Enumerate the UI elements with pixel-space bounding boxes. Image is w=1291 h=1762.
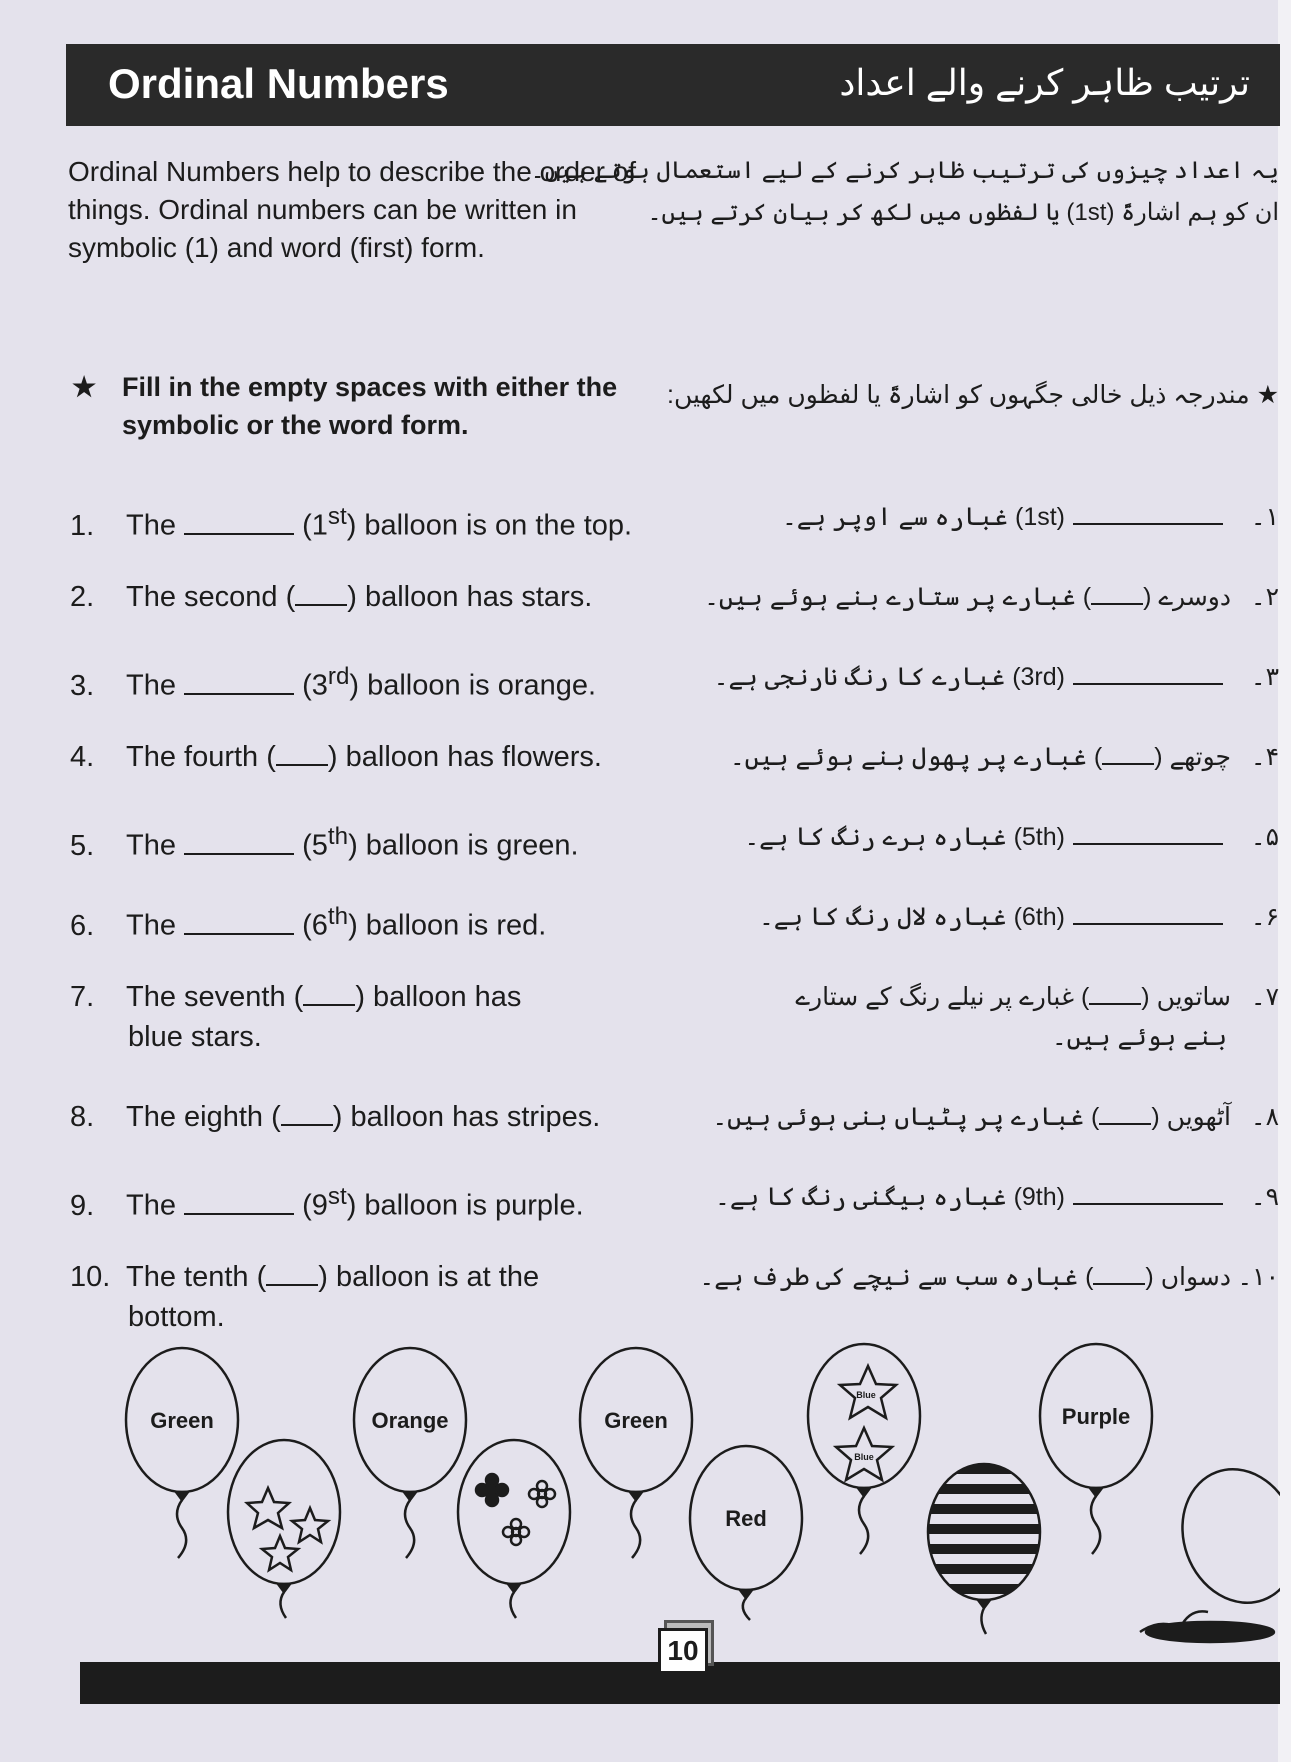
balloon-green-1 (126, 1348, 238, 1558)
intro-text: Ordinal Numbers help to describe the order of things. Ordinal numbers can be written in symbolic (1) and word (first) form. (68, 156, 637, 263)
star-icon: ★ (72, 372, 97, 402)
svg-text:Orange: Orange (371, 1408, 449, 1433)
answer-blank-urdu[interactable] (1073, 1181, 1223, 1205)
instruction-urdu-text: مندرجہ ذیل خالی جگہوں کو اشارۃً یا لفظوں میں لکھیں: (667, 381, 1250, 409)
question-1: 1. The (1st) balloon is on the top. (70, 503, 633, 542)
instruction-urdu (659, 380, 1279, 410)
question-7: 7. The seventh ( ) balloon has blue stars. (70, 981, 522, 1053)
question-4: 4. The fourth ( ) balloon has flowers. (70, 741, 602, 773)
page-number: 10 (658, 1628, 708, 1674)
answer-blank-urdu[interactable] (1091, 579, 1143, 605)
intro-text-urdu (530, 150, 1279, 234)
answer-blank-urdu[interactable] (1073, 901, 1223, 925)
star-icon: ★ (1256, 381, 1279, 409)
question-10: 10. The tenth ( ) balloon is at the bottom. (70, 1261, 540, 1333)
question-urdu-6: ۶۔(6th) غبارہ لال رنگ کا ہے۔ (759, 903, 1279, 931)
balloon-stripes (920, 1464, 1050, 1634)
answer-blank-urdu[interactable] (1073, 501, 1223, 525)
svg-text:Green: Green (150, 1408, 214, 1433)
answer-blank-urdu[interactable] (1089, 979, 1141, 1005)
answer-blank[interactable] (184, 829, 294, 855)
balloon-red (690, 1446, 802, 1620)
instruction (72, 368, 672, 444)
balloon-bottom (1140, 1453, 1280, 1642)
svg-text:Green: Green (604, 1408, 668, 1433)
answer-blank-urdu[interactable] (1073, 821, 1223, 845)
question-2: 2. The second ( ) balloon has stars. (70, 581, 593, 613)
balloon-green-2 (580, 1348, 692, 1558)
instruction-text: Fill in the empty spaces with either the symbolic or the word form. (122, 372, 618, 440)
svg-text:Blue: Blue (856, 1390, 876, 1400)
answer-blank[interactable] (276, 740, 328, 766)
title-banner (66, 44, 1280, 126)
answer-blank[interactable] (184, 669, 294, 695)
answer-blank[interactable] (184, 1189, 294, 1215)
question-6: 6. The (6th) balloon is red. (70, 903, 547, 942)
flower-icon (503, 1519, 529, 1545)
answer-blank[interactable] (184, 509, 294, 535)
question-urdu-2: ۲۔دوسرے () غبارے پر ستارے بنے ہوئے ہیں۔ (659, 577, 1279, 617)
answer-blank[interactable] (303, 980, 355, 1006)
svg-text:Blue: Blue (854, 1452, 874, 1462)
star-icon (262, 1536, 298, 1570)
question-urdu-4: ۴۔چوتھے () غبارے پر پھول بنے ہوئے ہیں۔ (659, 737, 1279, 777)
star-icon (247, 1488, 289, 1528)
flower-icon (529, 1481, 555, 1507)
svg-text:Red: Red (725, 1506, 767, 1531)
page-title: Ordinal Numbers (108, 60, 449, 107)
question-urdu-8: ۸۔آٹھویں () غبارے پر پٹیاں بنی ہوئی ہیں۔ (659, 1097, 1279, 1137)
question-9: 9. The (9st) balloon is purple. (70, 1183, 584, 1222)
answer-blank-urdu[interactable] (1099, 1099, 1151, 1125)
answer-blank[interactable] (295, 580, 347, 606)
answer-blank[interactable] (281, 1100, 333, 1126)
question-urdu-1: ۱۔(1st) غبارہ سے اوپر ہے۔ (782, 503, 1279, 531)
flower-icon (476, 1474, 508, 1506)
balloon-purple (1040, 1344, 1152, 1554)
balloon-flowers (458, 1440, 570, 1618)
question-urdu-7: ۷۔ساتویں () غبارے پر نیلے رنگ کے ستارے بنے ہوئے ہیں۔ (659, 977, 1279, 1057)
balloon-orange (354, 1348, 466, 1558)
balloon-stars (228, 1440, 340, 1618)
question-3: 3. The (3rd) balloon is orange. (70, 663, 597, 702)
intro-urdu-line-2: ان کو ہم اشارۃً (1st) یا لفظوں میں لکھ کر بیان کرتے ہیں۔ (647, 199, 1279, 226)
balloon-blue-stars (808, 1344, 920, 1554)
answer-blank-urdu[interactable] (1073, 661, 1223, 685)
balloons-illustration (110, 1340, 1280, 1660)
answer-blank-urdu[interactable] (1093, 1259, 1145, 1285)
answer-blank[interactable] (266, 1260, 318, 1286)
svg-text:Purple: Purple (1061, 1404, 1131, 1429)
intro-urdu-line-1: یہ اعداد چیزوں کی ترتیب ظاہر کرنے کے لیے استعمال ہوتے ہیں۔ (530, 157, 1279, 184)
page-title-urdu: ترتیب ظاہر کرنے والے اعداد (839, 62, 1250, 103)
question-urdu-5: ۵۔(5th) غبارہ ہرے رنگ کا ہے۔ (744, 823, 1279, 851)
answer-blank[interactable] (184, 909, 294, 935)
star-icon (292, 1508, 328, 1542)
question-urdu-3: ۳۔(3rd) غبارے کا رنگ نارنجی ہے۔ (713, 663, 1279, 691)
question-8: 8. The eighth ( ) balloon has stripes. (70, 1101, 601, 1133)
question-urdu-10: ۱۰۔دسواں () غبارہ سب سے نیچے کی طرف ہے۔ (659, 1257, 1279, 1297)
answer-blank-urdu[interactable] (1102, 739, 1154, 765)
question-urdu-9: ۹۔(9th) غبارہ بیگنی رنگ کا ہے۔ (715, 1183, 1279, 1211)
question-5: 5. The (5th) balloon is green. (70, 823, 579, 862)
